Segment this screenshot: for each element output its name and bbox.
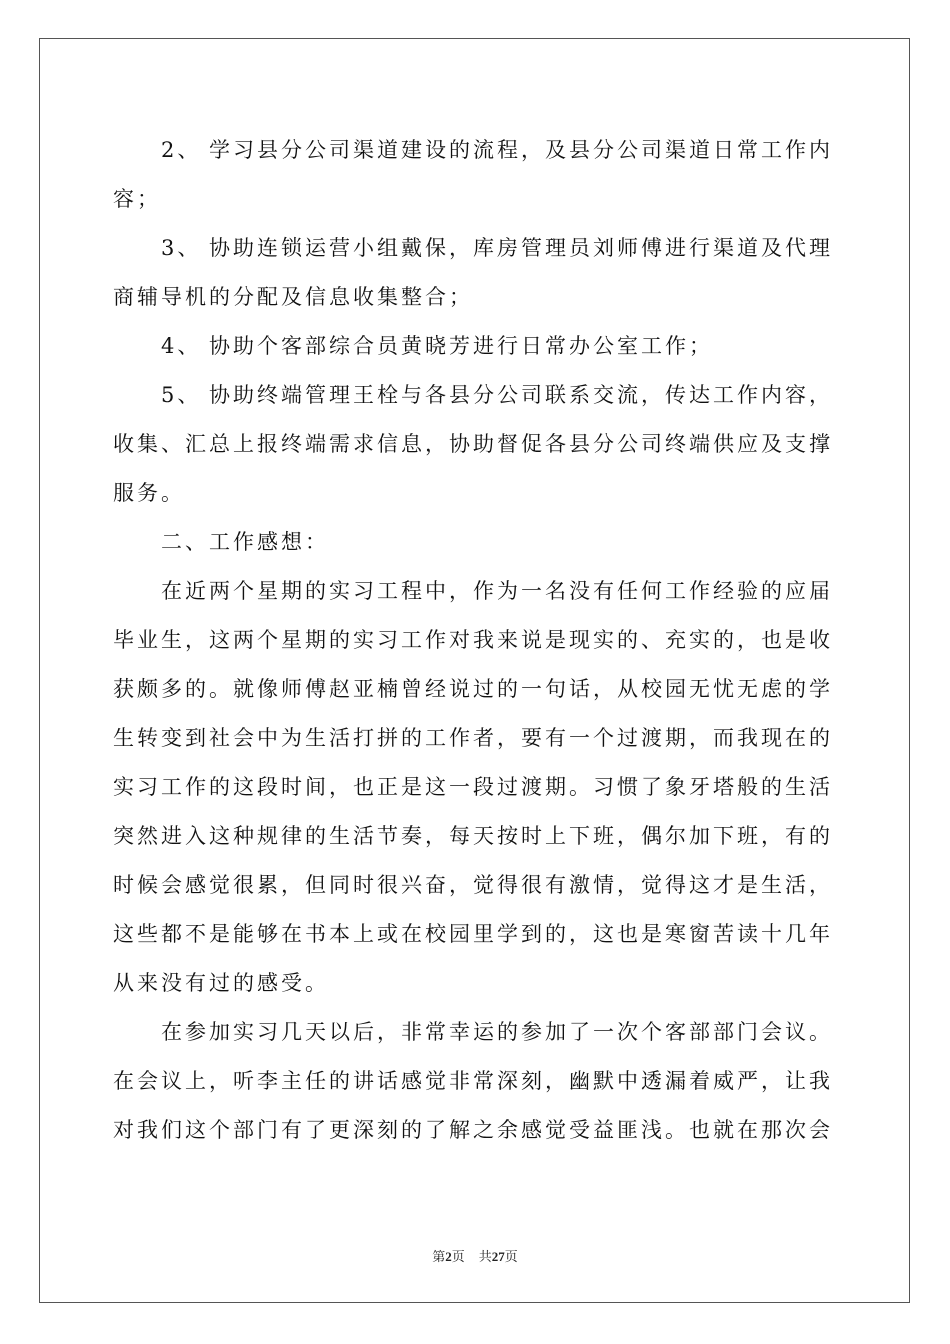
list-item bbox=[113, 371, 833, 518]
list-item bbox=[113, 322, 833, 371]
list-item-text: 协助连锁运营小组戴保，库房管理员刘师傅进行渠道及代理商辅导机的分配及信息收集整合； bbox=[113, 236, 833, 309]
page-total-prefix: 共 bbox=[478, 1249, 492, 1264]
list-item bbox=[113, 224, 833, 322]
page-total-suffix: 页 bbox=[504, 1249, 518, 1264]
page-number-prefix: 第 bbox=[432, 1249, 446, 1264]
page-total-count: 27 bbox=[491, 1249, 505, 1264]
list-item bbox=[113, 126, 833, 224]
list-item-number: 3、 bbox=[161, 236, 202, 260]
section-heading: 二、工作感想： bbox=[161, 530, 329, 554]
body-paragraph: 在近两个星期的实习工程中，作为一名没有任何工作经验的应届毕业生，这两个星期的实习工作对我来说是现实的、充实的，也是收获颇多的。就像师傅赵亚楠曾经说过的一句话，从校园无忧无虑的学生转变到社会中为生活打拼的工作者，要有一个过渡期，而我现在的实习工作的这段时间，也正是这一段过渡期。习惯了象牙塔般的生活突然进入这种规律的生活节奏，每天按时上下班，偶尔加下班，有的时候会感觉很累，但同时很兴奋，觉得很有激情，觉得这才是生活，这些都不是能够在书本上或在校园里学到的，这也是寒窗苦读十几年从来没有过的感受。 bbox=[113, 579, 833, 995]
list-item-number: 4、 bbox=[161, 334, 202, 358]
page-number-current: 2 bbox=[445, 1249, 452, 1264]
page-footer bbox=[0, 1246, 950, 1265]
page-number-suffix: 页 bbox=[451, 1249, 465, 1264]
list-item-text: 协助终端管理王栓与各县分公司联系交流，传达工作内容，收集、汇总上报终端需求信息，协助督促各县分公司终端供应及支撑服务。 bbox=[113, 383, 833, 505]
list-item-text: 协助个客部综合员黄晓芳进行日常办公室工作； bbox=[209, 334, 713, 358]
list-item-number: 5、 bbox=[161, 383, 202, 407]
list-item-text: 学习县分公司渠道建设的流程，及县分公司渠道日常工作内容； bbox=[113, 138, 833, 211]
list-item-number: 2、 bbox=[161, 138, 202, 162]
body-paragraph: 在参加实习几天以后，非常幸运的参加了一次个客部部门会议。在会议上，听李主任的讲话感觉非常深刻，幽默中透漏着威严，让我对我们这个部门有了更深刻的了解之余感觉受益匪浅。也就在那次会 bbox=[113, 1020, 833, 1142]
document-body bbox=[113, 126, 833, 1155]
